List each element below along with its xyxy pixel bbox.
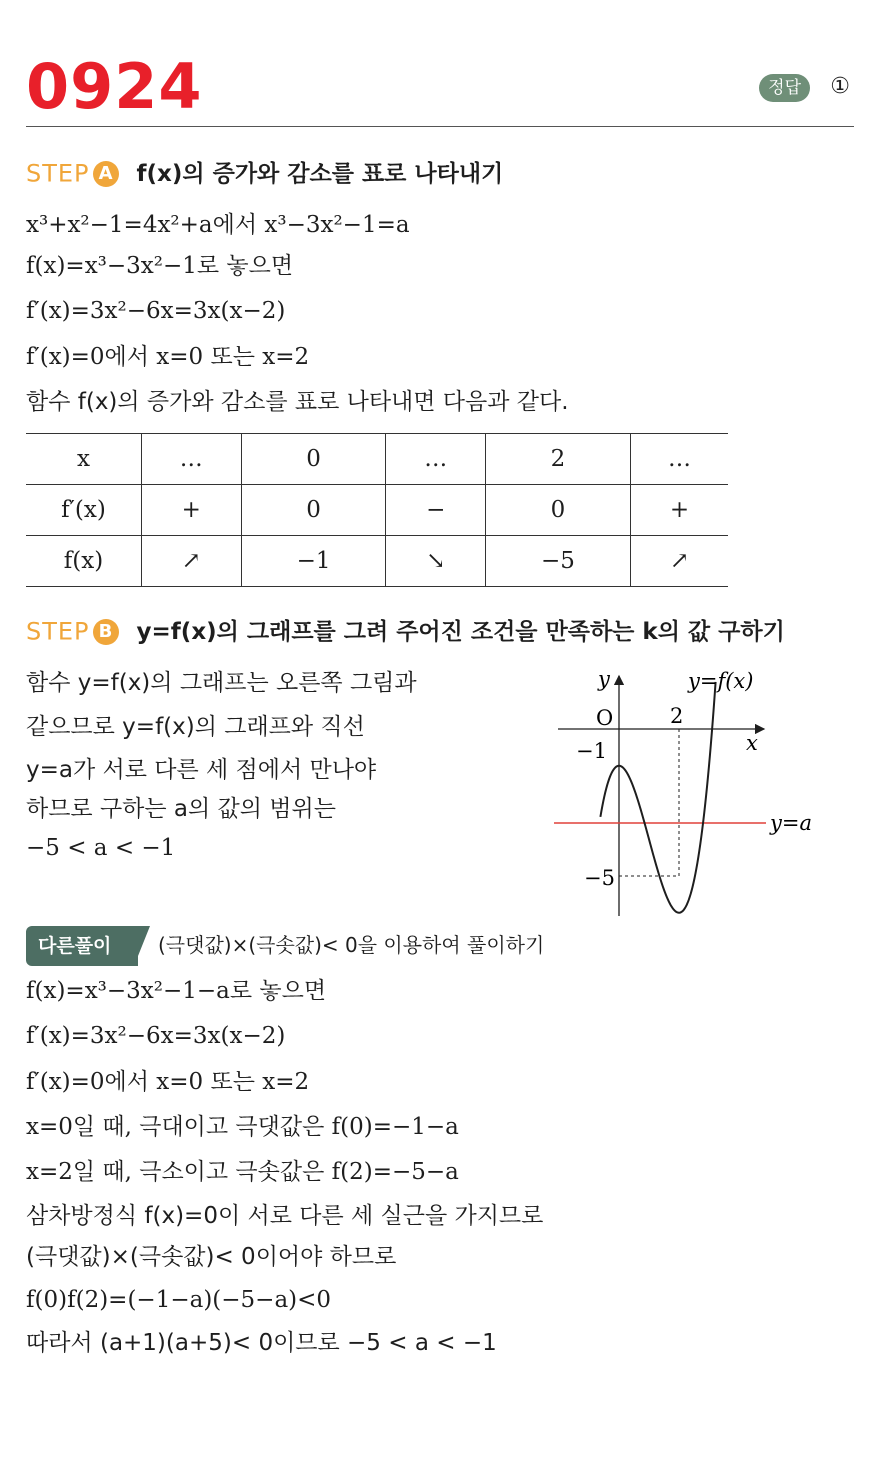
- alt-line-6: 삼차방정식 f(x)=0이 서로 다른 세 실근을 가지므로: [26, 1203, 544, 1229]
- table-cell: f(x): [63, 548, 104, 574]
- alt-solution-badge-label: 다른풀이: [38, 935, 112, 957]
- table-cell: …: [630, 434, 728, 485]
- alt-line-9: 따라서 (a+1)(a+5)< 0이므로 −5 < a < −1: [26, 1330, 497, 1356]
- step-b-circle: B: [93, 619, 119, 645]
- alt-line-8: f(0)f(2)=(−1−a)(−5−a)<0: [26, 1287, 332, 1313]
- cubic-curve: [600, 682, 715, 913]
- table-row: [26, 536, 728, 587]
- line-label: y=a: [770, 811, 812, 835]
- step-b-title: y=f(x)의 그래프를 그려 주어진 조건을 만족하는 k의 값 구하기: [136, 618, 785, 645]
- step-b-line-5: −5 < a < −1: [26, 835, 176, 861]
- tick-y-minus1: −1: [576, 739, 607, 763]
- step-a-label: STEP: [26, 159, 90, 188]
- table-cell: −5: [486, 536, 631, 587]
- table-row: [26, 485, 728, 536]
- table-cell: −1: [241, 536, 386, 587]
- alt-solution-badge: [26, 926, 150, 966]
- step-a-title: f(x)의 증가와 감소를 표로 나타내기: [136, 160, 504, 187]
- alt-line-2: f′(x)=3x²−6x=3x(x−2): [26, 1023, 286, 1049]
- increase-decrease-table: [26, 433, 728, 587]
- table-cell: 2: [486, 434, 631, 485]
- table-cell: x: [26, 434, 142, 485]
- step-b-line-3: y=a가 서로 다른 세 점에서 만나야: [26, 757, 377, 783]
- table-cell: …: [142, 434, 242, 485]
- table-cell: +: [630, 485, 728, 536]
- curve-label: y=f(x): [688, 669, 754, 693]
- x-axis-label: x: [746, 731, 758, 755]
- step-a-line-2: f(x)=x³−3x²−1로 놓으면: [26, 253, 294, 279]
- step-b-heading: [26, 614, 785, 648]
- table-cell: 0: [241, 434, 386, 485]
- table-cell: −: [386, 485, 486, 536]
- tick-y-minus5: −5: [584, 866, 615, 890]
- problem-header: [26, 52, 854, 127]
- alt-line-7: (극댓값)×(극솟값)< 0이어야 하므로: [26, 1244, 397, 1270]
- step-b-label: STEP: [26, 617, 90, 646]
- alt-solution-title: (극댓값)×(극솟값)< 0을 이용하여 풀이하기: [158, 933, 545, 957]
- step-b-line-4: 하므로 구하는 a의 값의 범위는: [26, 796, 336, 822]
- answer-value: ①: [830, 74, 850, 99]
- alt-line-1: f(x)=x³−3x²−1−a로 놓으면: [26, 978, 327, 1004]
- step-b-line-1: 함수 y=f(x)의 그래프는 오른쪽 그림과: [26, 670, 417, 696]
- answer-badge: 정답: [759, 74, 810, 102]
- table-cell: f′(x): [61, 497, 106, 523]
- step-a-line-3: f′(x)=3x²−6x=3x(x−2): [26, 298, 286, 324]
- table-cell: ↗: [630, 536, 728, 587]
- step-a-line-1: x³+x²−1=4x²+a에서 x³−3x²−1=a: [26, 212, 410, 238]
- y-axis-label: y: [598, 668, 610, 691]
- table-cell: +: [142, 485, 242, 536]
- alt-line-4: x=0일 때, 극대이고 극댓값은 f(0)=−1−a: [26, 1114, 459, 1140]
- origin-label: O: [596, 706, 614, 730]
- step-a-line-5: 함수 f(x)의 증가와 감소를 표로 나타내면 다음과 같다.: [26, 389, 569, 415]
- tick-x-2: 2: [670, 704, 684, 728]
- table-row: [26, 434, 728, 485]
- alt-line-5: x=2일 때, 극소이고 극솟값은 f(2)=−5−a: [26, 1159, 459, 1185]
- problem-number: 0924: [26, 50, 203, 123]
- table-cell: …: [386, 434, 486, 485]
- table-cell: ↗: [142, 536, 242, 587]
- table-cell: 0: [486, 485, 631, 536]
- cubic-graph: [548, 668, 848, 920]
- step-a-line-4: f′(x)=0에서 x=0 또는 x=2: [26, 344, 310, 370]
- alt-line-3: f′(x)=0에서 x=0 또는 x=2: [26, 1069, 310, 1095]
- step-a-circle: A: [93, 161, 119, 187]
- table-cell: 0: [241, 485, 386, 536]
- table-cell: ↘: [386, 536, 486, 587]
- step-b-line-2: 같으므로 y=f(x)의 그래프와 직선: [26, 714, 365, 740]
- step-a-heading: [26, 156, 503, 190]
